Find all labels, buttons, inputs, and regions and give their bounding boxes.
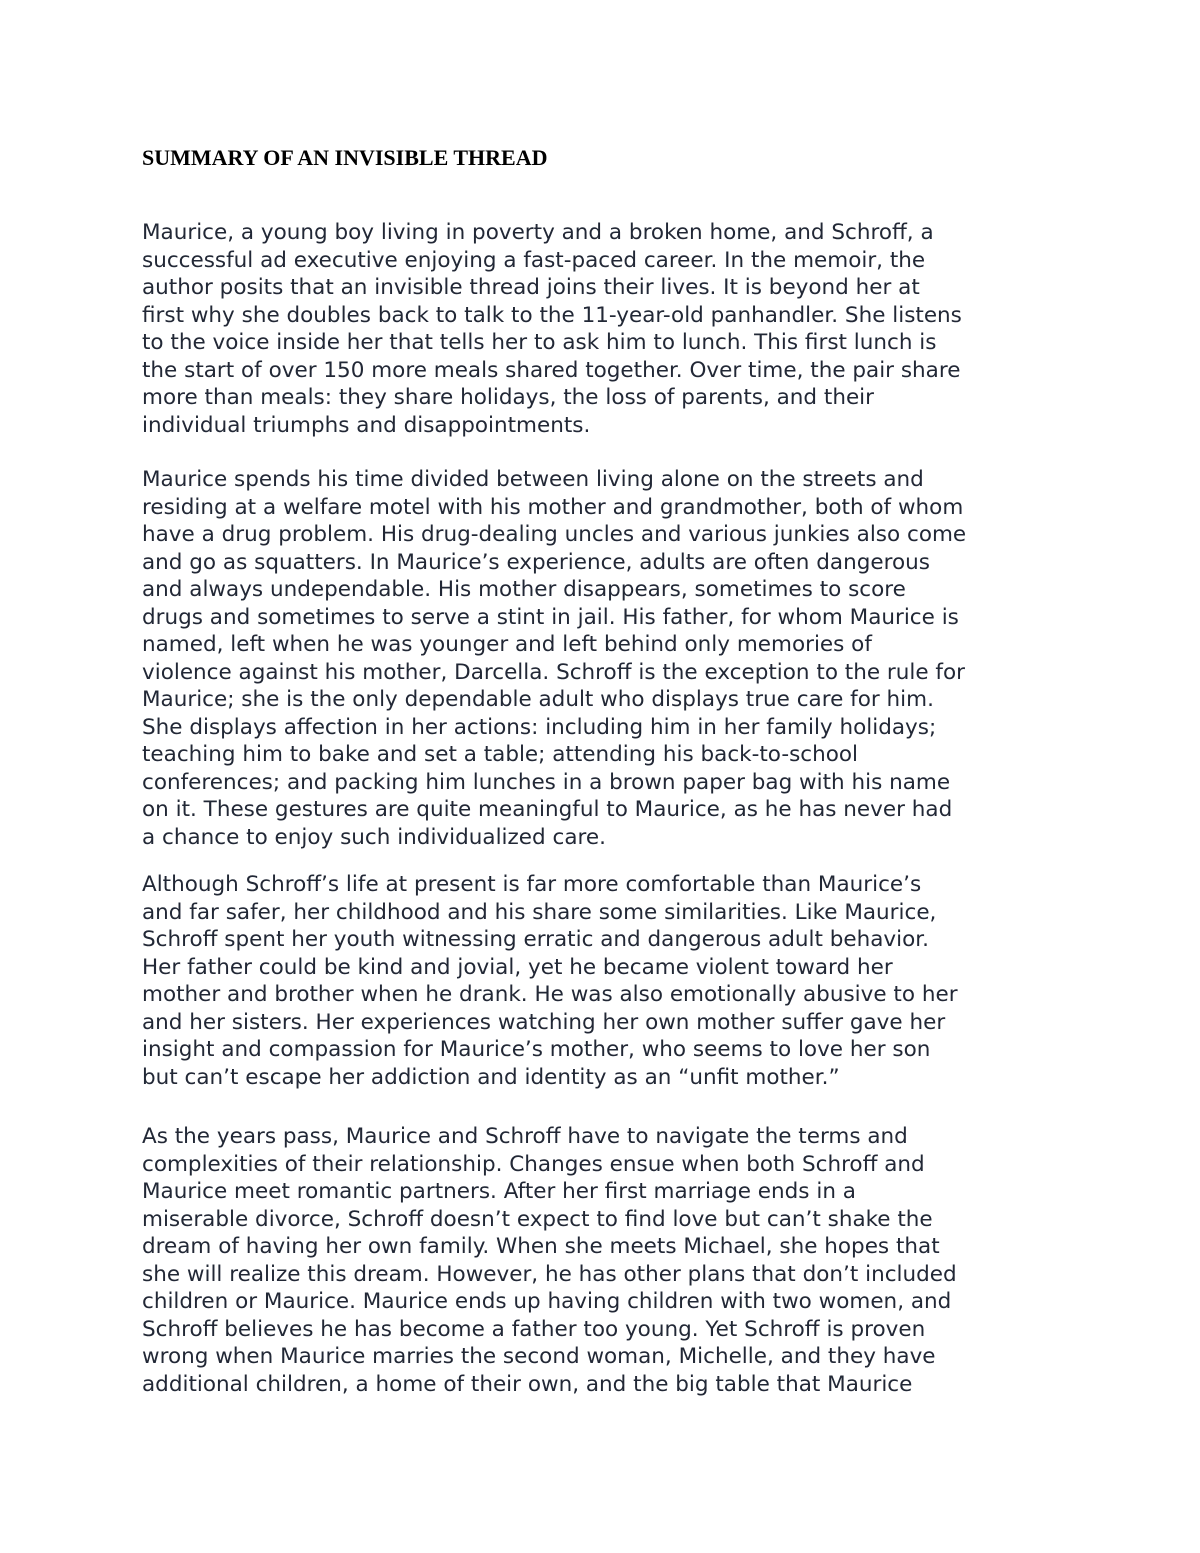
text-line: miserable divorce, Schroff doesn’t expect to find love but can’t shake the [142, 1206, 933, 1232]
text-line: children or Maurice. Maurice ends up having children with two women, and [142, 1289, 952, 1314]
text-line: wrong when Maurice marries the second woman, Michelle, and they have [142, 1344, 936, 1369]
text-line: individual triumphs and disappointments. [142, 412, 591, 438]
text-line: conferences; and packing him lunches in a brown paper bag with his name [142, 769, 951, 795]
text-line: As the years pass, Maurice and Schroff have to navigate the terms and [142, 1124, 908, 1149]
text-line: additional children, a home of their own, and the big table that Maurice [142, 1371, 913, 1397]
text-line: Although Schroff’s life at present is far more comfortable than Maurice’s [142, 872, 922, 897]
text-line: Maurice, a young boy living in poverty and a broken home, and Schroff, a [142, 220, 934, 245]
text-line: and far safer, her childhood and his share some similarities. Like Maurice, [142, 899, 937, 925]
text-line: complexities of their relationship. Changes ensue when both Schroff and [142, 1151, 925, 1177]
document-title: SUMMARY OF AN INVISIBLE THREAD [142, 145, 548, 170]
text-line: author posits that an invisible thread joins their lives. It is beyond her at [142, 275, 920, 300]
text-line: and always undependable. His mother disappears, sometimes to score [142, 577, 906, 602]
paragraph [142, 219, 962, 439]
text-line: Schroff spent her youth witnessing erratic and dangerous adult behavior. [142, 927, 929, 952]
text-line: Maurice meet romantic partners. After her first marriage ends in a [142, 1179, 856, 1204]
text-line: first why she doubles back to talk to the 11-year-old panhandler. She listens [142, 302, 962, 328]
text-line: dream of having her own family. When she meets Michael, she hopes that [142, 1234, 940, 1259]
text-line: teaching him to bake and set a table; attending his back-to-school [142, 742, 859, 767]
paragraph [142, 1123, 957, 1398]
text-line: Maurice; she is the only dependable adult who displays true care for him. [142, 687, 934, 712]
text-line: more than meals: they share holidays, the loss of parents, and their [142, 385, 874, 410]
text-line: and her sisters. Her experiences watching her own mother suffer gave her [142, 1009, 946, 1035]
text-line: mother and brother when he drank. He was also emotionally abusive to her [142, 982, 958, 1007]
text-line: but can’t escape her addiction and identity as an “unfit mother.” [142, 1064, 840, 1090]
text-line: She displays affection in her actions: including him in her family holidays; [142, 714, 937, 740]
text-line: named, left when he was younger and left behind only memories of [142, 632, 872, 657]
text-line: successful ad executive enjoying a fast-paced career. In the memoir, the [142, 247, 926, 273]
text-line: and go as squatters. In Maurice’s experience, adults are often dangerous [142, 549, 930, 575]
text-line: Her father could be kind and jovial, yet he became violent toward her [142, 954, 893, 980]
text-line: residing at a welfare motel with his mother and grandmother, both of whom [142, 494, 964, 520]
text-line: to the voice inside her that tells her to ask him to lunch. This first lunch is [142, 330, 937, 355]
document-page [142, 143, 1102, 1397]
text-line: she will realize this dream. However, he has other plans that don’t included [142, 1261, 957, 1287]
text-line: have a drug problem. His drug-dealing uncles and various junkies also come [142, 522, 967, 547]
paragraph [142, 466, 966, 851]
text-line: drugs and sometimes to serve a stint in jail. His father, for whom Maurice is [142, 604, 959, 630]
text-line: the start of over 150 more meals shared together. Over time, the pair share [142, 357, 961, 383]
text-line: violence against his mother, Darcella. Schroff is the exception to the rule for [142, 659, 965, 685]
text-line: on it. These gestures are quite meaningful to Maurice, as he has never had [142, 797, 953, 822]
text-line: a chance to enjoy such individualized care. [142, 824, 606, 850]
text-line: insight and compassion for Maurice’s mother, who seems to love her son [142, 1037, 931, 1062]
text-line: Schroff believes he has become a father too young. Yet Schroff is proven [142, 1316, 926, 1342]
paragraph [142, 871, 958, 1091]
text-line: Maurice spends his time divided between living alone on the streets and [142, 467, 924, 492]
